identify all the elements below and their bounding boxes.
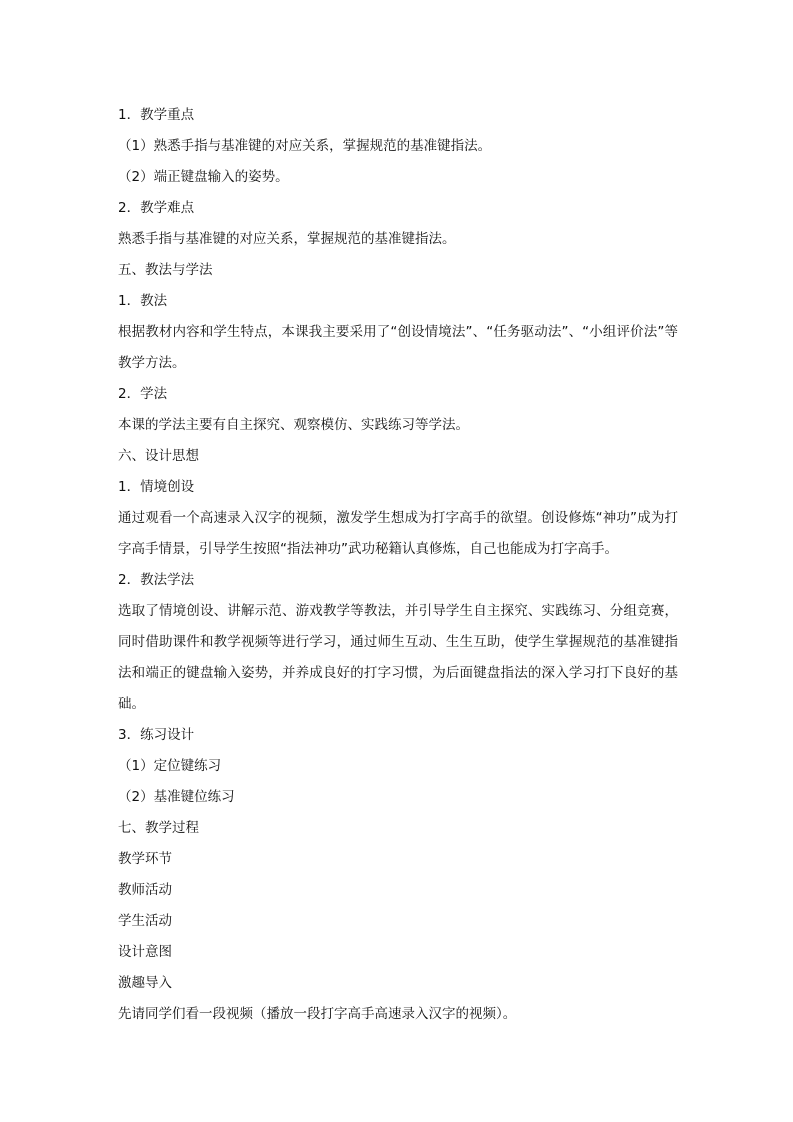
stage-intro: 激趣导入: [118, 975, 172, 991]
exercise-1: （1）定位键练习: [118, 758, 222, 774]
table-header-teacher: 教师活动: [118, 882, 172, 898]
exercise-2: （2）基准键位练习: [118, 789, 235, 805]
table-header-student: 学生活动: [118, 913, 172, 929]
table-header-stage: 教学环节: [118, 851, 172, 867]
heading-difficulties: 2．教学难点: [118, 200, 195, 216]
heading-situation: 1．情境创设: [118, 479, 195, 495]
paragraph-teaching-learning: 选取了情境创设、讲解示范、游戏教学等教法，并引导学生自主探究、实践练习、分组竞赛，同时借助课件和教学视频等进行学习，通过师生互动、生生互助，使学生掌握规范的基准键指法和端正的键盘输入姿势，并养成良好的打字习惯，为后面键盘指法的深入学习打下良好的基础。: [118, 603, 678, 712]
heading-key-points: 1．教学重点: [118, 107, 195, 123]
paragraph-situation: 通过观看一个高速录入汉字的视频，激发学生想成为打字高手的欲望。创设修炼“神功”成为打字高手情景，引导学生按照“指法神功”武功秘籍认真修炼，自己也能成为打字高手。: [118, 510, 678, 557]
learning-method-text: 本课的学法主要有自主探究、观察模仿、实践练习等学法。: [118, 417, 469, 433]
heading-teaching-method: 1．教法: [118, 293, 168, 309]
section-5-title: 五、教法与学法: [118, 262, 213, 278]
intro-activity: 先请同学们看一段视频（播放一段打字高手高速录入汉字的视频）。: [118, 1006, 517, 1022]
document-body: [118, 100, 678, 1030]
key-point-2: （2）端正键盘输入的姿势。: [118, 169, 289, 185]
difficulty-text: 熟悉手指与基准键的对应关系，掌握规范的基准键指法。: [118, 231, 456, 247]
heading-learning-method: 2．学法: [118, 386, 168, 402]
section-6-title: 六、设计思想: [118, 448, 199, 464]
table-header-intent: 设计意图: [118, 944, 172, 960]
key-point-1: （1）熟悉手指与基准键的对应关系，掌握规范的基准键指法。: [118, 138, 492, 154]
heading-exercise-design: 3．练习设计: [118, 727, 195, 743]
section-7-title: 七、教学过程: [118, 820, 199, 836]
paragraph-teaching-method: 根据教材内容和学生特点，本课我主要采用了“创设情境法”、“任务驱动法”、“小组评价法”等教学方法。: [118, 324, 678, 371]
heading-teaching-learning: 2．教法学法: [118, 572, 195, 588]
